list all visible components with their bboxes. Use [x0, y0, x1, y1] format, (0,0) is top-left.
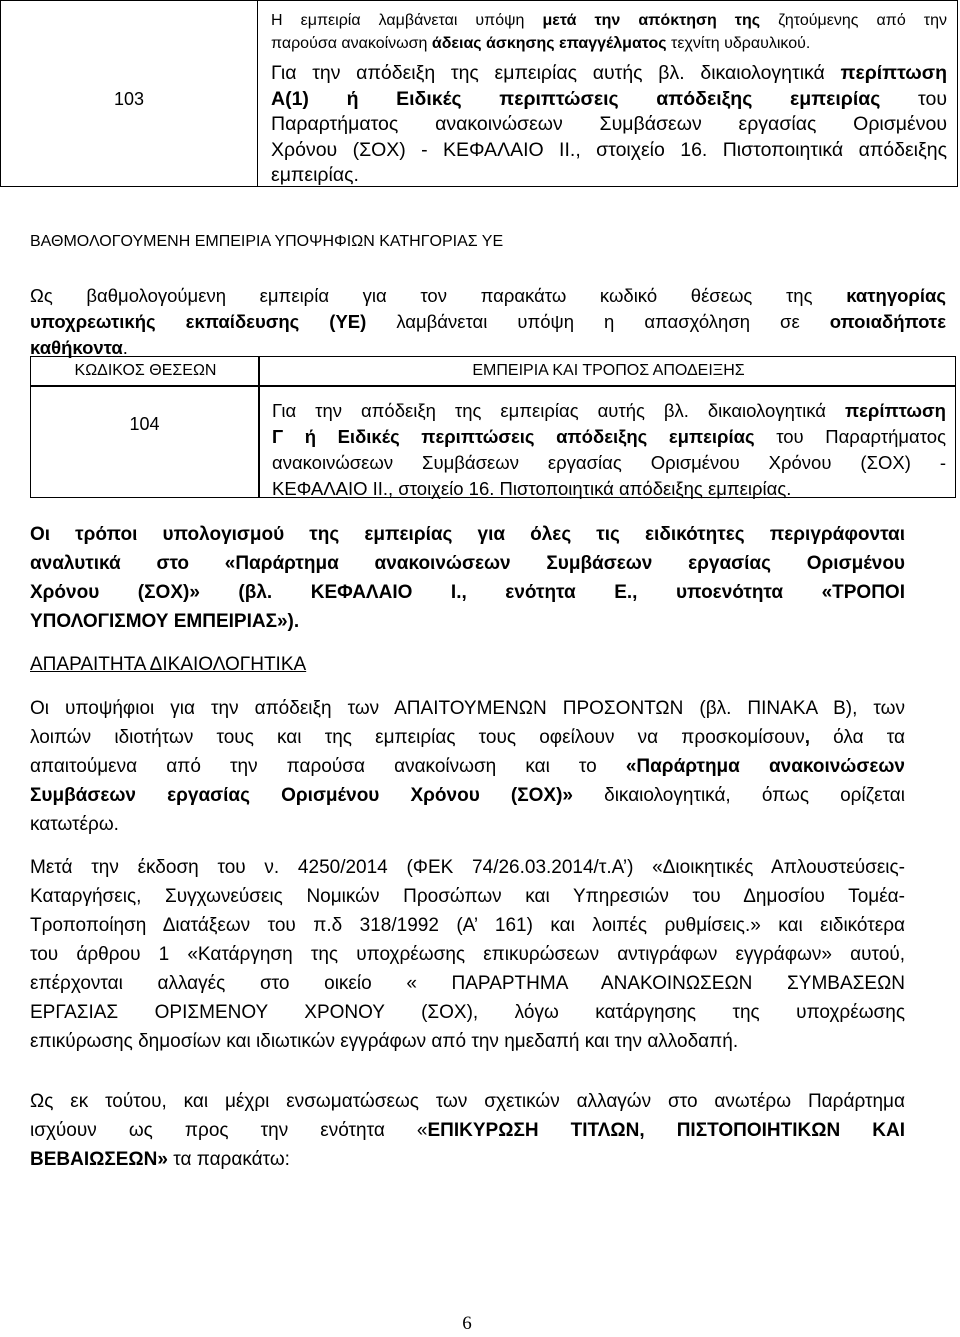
- text-run: ισχύουν ως προς την ενότητα «: [30, 1120, 428, 1141]
- text-line: Καταργήσεις, Συγχωνεύσεις Νομικών Προσώπων και Υπηρεσιών του Δημοσίου Τομέα-: [30, 886, 905, 907]
- required-documents-paragraph: [30, 694, 905, 839]
- text-run-bold: Α(1) ή Ειδικές περιπτώσεις απόδειξης εμπειρίας: [271, 87, 881, 110]
- text-run-bold: περίπτωση: [844, 400, 946, 421]
- text-run-bold: άδειας άσκησης επαγγέλματος: [431, 35, 667, 52]
- experience-proof-text: [271, 61, 947, 189]
- text-run: λαμβάνεται υπόψη η απασχόληση σε: [366, 311, 830, 332]
- text-run-bold: μετά την απόκτηση της: [542, 12, 761, 29]
- text-run-bold: κατηγορίας: [846, 285, 946, 306]
- calculation-methods-paragraph: [30, 520, 905, 636]
- text-run: λοιπών ιδιοτήτων τους και της εμπειρίας τους οφείλουν να προσκομίσουν: [30, 727, 805, 748]
- page-number: 6: [462, 1313, 472, 1334]
- text-run: του Παραρτήματος: [754, 426, 946, 447]
- text-run-bold: ,: [804, 727, 810, 748]
- law-4250-paragraph: [30, 853, 905, 1056]
- text-line: Τροποποίηση Διατάξεων του π.δ 318/1992 (Α’ 161) και λοιπές ρυθμίσεις.» και ειδικότερα: [30, 915, 905, 936]
- certification-paragraph: [30, 1087, 905, 1174]
- text-run: τα παρακάτω:: [167, 1149, 290, 1170]
- text-run-bold: «Παράρτημα ανακοινώσεων: [625, 756, 905, 777]
- text-run: δικαιολογητικά, όπως ορίζεται: [572, 785, 905, 806]
- text-run-bold: Γ ή Ειδικές περιπτώσεις απόδειξης εμπειρίας: [272, 426, 755, 447]
- text-run: του: [880, 87, 947, 110]
- text-line: κατωτέρω.: [30, 814, 119, 835]
- text-run-bold: καθήκοντα: [30, 337, 123, 358]
- text-line: Παραρτήματος ανακοινώσεων Συμβάσεων εργασίας Ορισμένου: [271, 113, 947, 135]
- text-run-bold: Συμβάσεων εργασίας Ορισμένου Χρόνου (ΣΟΧ)»: [30, 785, 573, 806]
- experience-table-103: [0, 0, 958, 187]
- text-run-bold: ΕΠΙΚΥΡΩΣΗ ΤΙΤΛΩΝ, ΠΙΣΤΟΠΟΙΗΤΙΚΩΝ ΚΑΙ: [427, 1120, 905, 1141]
- position-code: 103: [113, 89, 145, 109]
- section-heading: ΒΑΘΜΟΛΟΓΟΥΜΕΝΗ ΕΜΠΕΙΡΙΑ ΥΠΟΨΗΦΙΩΝ ΚΑΤΗΓΟΡΙΑΣ ΥΕ: [30, 233, 504, 250]
- text-line: επέρχονται αλλαγές στο οικείο « ΠΑΡΑΡΤΗΜΑ ΑΝΑΚΟΙΝΩΣΕΩΝ ΣΥΜΒΑΣΕΩΝ: [30, 973, 905, 994]
- text-line: ανακοινώσεων Συμβάσεων εργασίας Ορισμένου Χρόνου (ΣΟΧ) -: [272, 452, 946, 473]
- text-run: Η εμπειρία λαμβάνεται υπόψη: [271, 12, 543, 29]
- text-run-bold: ΒΕΒΑΙΩΣΕΩΝ»: [30, 1149, 168, 1170]
- scored-experience-paragraph: [30, 283, 946, 361]
- experience-table-104: [30, 356, 956, 498]
- text-line: Οι τρόποι υπολογισμού της εμπειρίας για όλες τις ειδικότητες περιγράφονται: [30, 524, 905, 545]
- text-run: Για την απόδειξη της εμπειρίας αυτής βλ. δικαιολογητικά: [272, 400, 845, 421]
- table-divider: [257, 1, 258, 186]
- text-run-bold: περίπτωση: [840, 62, 947, 84]
- text-line: ΥΠΟΛΟΓΙΣΜΟΥ ΕΜΠΕΙΡΙΑΣ»).: [30, 611, 300, 632]
- text-line: Χρόνου (ΣΟΧ) - ΚΕΦΑΛΑΙΟ ΙΙ., στοιχείο 16. Πιστοποιητικά απόδειξης: [271, 138, 947, 161]
- text-run: όλα τα: [810, 727, 905, 748]
- experience-proof-text: [272, 398, 946, 502]
- body-cell: [30, 386, 259, 498]
- position-code: 104: [129, 414, 160, 434]
- text-line: Ως εκ τούτου, και μέχρι ενσωματώσεως των σχετικών αλλαγών στο ανωτέρω Παράρτημα: [30, 1091, 905, 1112]
- text-run-bold: υποχρεωτικής εκπαίδευσης (ΥΕ): [30, 311, 367, 332]
- header-cell: [30, 356, 259, 386]
- text-line: εμπειρίας.: [271, 164, 359, 186]
- text-line: Οι υποψήφιοι για την απόδειξη των ΑΠΑΙΤΟΥΜΕΝΩΝ ΠΡΟΣΟΝΤΩΝ (βλ. ΠΙΝΑΚΑ Β), των: [30, 698, 905, 719]
- header-cell: [259, 356, 956, 386]
- text-run: .: [122, 337, 128, 358]
- text-run: παρούσα ανακοίνωση: [271, 35, 432, 52]
- text-line: ΕΡΓΑΣΙΑΣ ΟΡΙΣΜΕΝΟΥ ΧΡΟΝΟΥ (ΣΟΧ), λόγω κατάργησης της υποχρέωσης: [30, 1002, 905, 1023]
- text-run: απαιτούμενα από την παρούσα ανακοίνωση και το: [30, 756, 626, 777]
- experience-note: [271, 9, 947, 55]
- text-line: Χρόνου (ΣΟΧ)» (βλ. ΚΕΦΑΛΑΙΟ Ι., ενότητα Ε., υποενότητα «ΤΡΟΠΟΙ: [30, 582, 905, 603]
- text-run: ζητούμενης από την: [760, 12, 947, 29]
- column-header: ΚΩΔΙΚΟΣ ΘΕΣΕΩΝ: [74, 362, 217, 379]
- text-run: Ως βαθμολογούμενη εμπειρία για τον παρακάτω κωδικό θέσεως της: [30, 285, 847, 306]
- text-run-bold: οποιαδήποτε: [829, 311, 946, 332]
- text-run: Για την απόδειξη της εμπειρίας αυτής βλ. δικαιολογητικά: [271, 62, 841, 84]
- text-line: ΚΕΦΑΛΑΙΟ ΙΙ., στοιχείο 16. Πιστοποιητικά απόδειξης εμπειρίας.: [272, 478, 792, 499]
- column-header: ΕΜΠΕΙΡΙΑ ΚΑΙ ΤΡΟΠΟΣ ΑΠΟΔΕΙΞΗΣ: [472, 362, 745, 379]
- text-line: αναλυτικά στο «Παράρτημα ανακοινώσεων Συμβάσεων εργασίας Ορισμένου: [30, 553, 905, 574]
- text-line: Μετά την έκδοση του ν. 4250/2014 (ΦΕΚ 74/26.03.2014/τ.Α’) «Διοικητικές Απλουστεύσεις-: [30, 857, 905, 878]
- text-run: τεχνίτη υδραυλικού.: [666, 35, 811, 52]
- text-line: του άρθρου 1 «Κατάργηση της υποχρέωσης επικυρώσεων αντιγράφων εγγράφων» αυτού,: [30, 944, 905, 965]
- required-documents-heading: ΑΠΑΡΑΙΤΗΤΑ ΔΙΚΑΙΟΛΟΓΗΤΙΚΑ: [30, 654, 307, 675]
- text-line: επικύρωσης δημοσίων και ιδιωτικών εγγράφων από την ημεδαπή και την αλλοδαπή.: [30, 1031, 739, 1052]
